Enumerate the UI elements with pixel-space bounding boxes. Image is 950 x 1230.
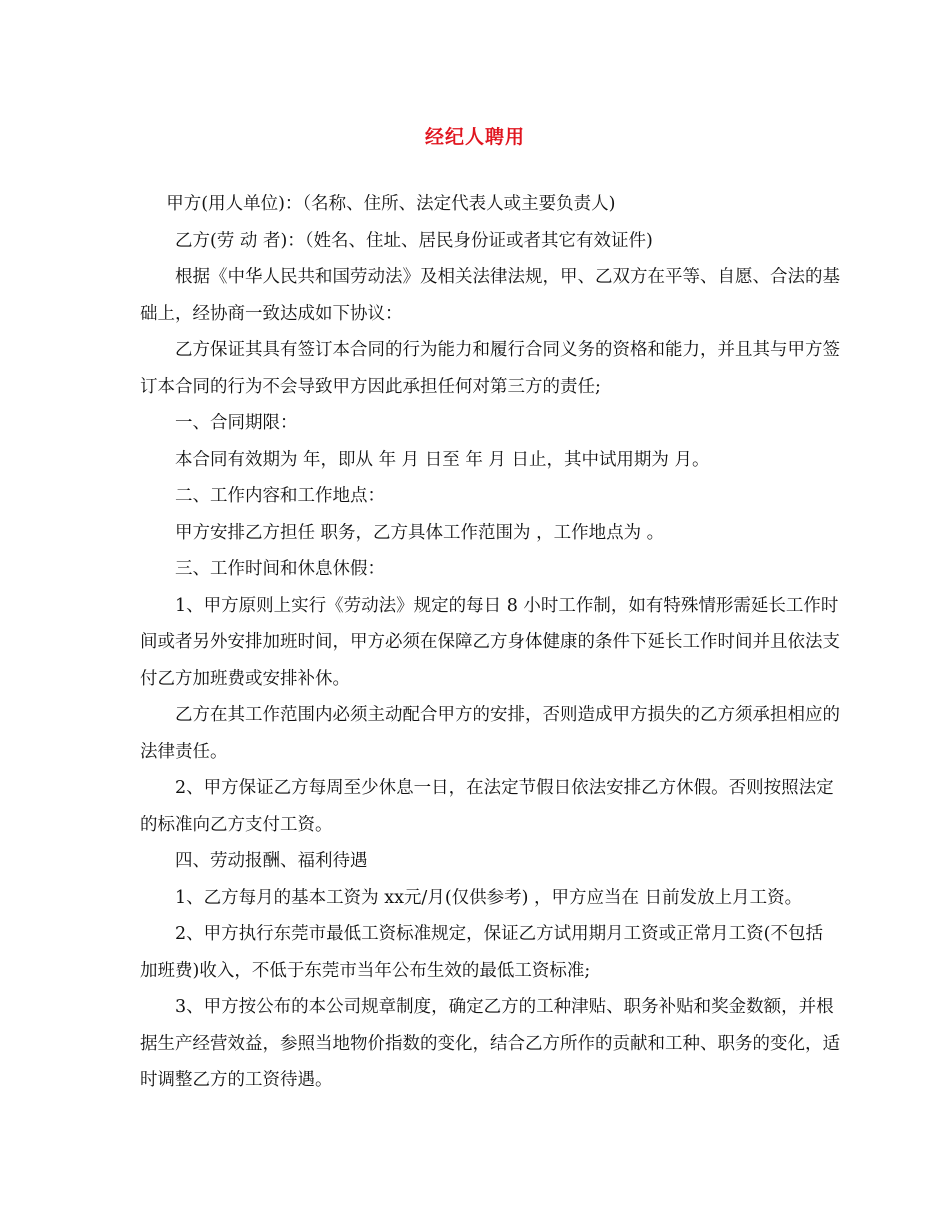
party-b-line: 乙方(劳 动 者)：（姓名、住址、居民身份证或者其它有效证件) xyxy=(175,230,653,251)
hours-paragraph-3: 2、甲方保证乙方每周至少休息一日，在法定节假日依法安排乙方休假。否则按照法定的标准向乙方支付工资。 xyxy=(140,778,834,835)
section-heading-hours: 三、工作时间和休息休假： xyxy=(175,559,385,579)
guarantee-paragraph: 乙方保证其具有签订本合同的行为能力和履行合同义务的资格和能力，并且其与甲方签订本合同的行为不会导致甲方因此承担任何对第三方的责任; xyxy=(140,340,840,397)
pay-paragraph-1: 1、乙方每月的基本工资为 xx元/月(仅供参考) ，甲方应当在 日前发放上月工资。 xyxy=(175,887,803,908)
document-body xyxy=(140,186,840,1099)
pay-paragraph-2: 2、甲方执行东莞市最低工资标准规定，保证乙方试用期月工资或正常月工资(不包括加班费)收入，不低于东莞市当年公布生效的最低工资标准; xyxy=(140,924,823,981)
hours-paragraph-1: 1、甲方原则上实行《劳动法》规定的每日 8 小时工作制，如有特殊情形需延长工作时间或者另外安排加班时间，甲方必须在保障乙方身体健康的条件下延长工作时间并且依法支付乙方加班费或安排补休。 xyxy=(140,595,840,689)
section-heading-term: 一、合同期限： xyxy=(175,413,298,433)
preamble-paragraph: 根据《中华人民共和国劳动法》及相关法律法规，甲、乙双方在平等、自愿、合法的基础上，经协商一致达成如下协议： xyxy=(140,267,840,324)
party-a-line: 甲方(用人单位)：（名称、住所、法定代表人或主要负责人) xyxy=(166,194,616,214)
term-paragraph: 本合同有效期为 年，即从 年 月 日至 年 月 日止，其中试用期为 月。 xyxy=(175,449,710,470)
document-title: 经纪人聘用 xyxy=(424,126,525,148)
hours-paragraph-2: 乙方在其工作范围内必须主动配合甲方的安排，否则造成甲方损失的乙方须承担相应的法律责任。 xyxy=(140,705,840,762)
section-heading-pay: 四、劳动报酬、福利待遇 xyxy=(175,851,368,871)
pay-paragraph-3: 3、甲方按公布的本公司规章制度，确定乙方的工种津贴、职务补贴和奖金数额，并根据生产经营效益，参照当地物价指数的变化，结合乙方所作的贡献和工种、职务的变化，适时调整乙方的工资待遇。 xyxy=(140,997,840,1090)
work-paragraph: 甲方安排乙方担任 职务，乙方具体工作范围为 ，工作地点为 。 xyxy=(175,522,665,543)
section-heading-work: 二、工作内容和工作地点： xyxy=(175,486,385,506)
